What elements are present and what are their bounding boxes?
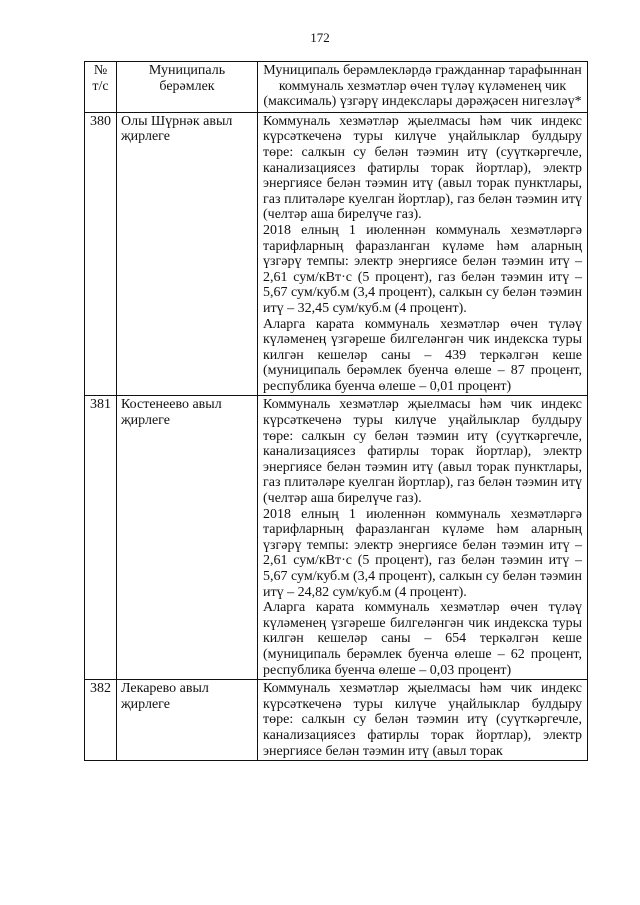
row-description [258, 680, 588, 761]
description-paragraph: 2018 елның 1 июленнән коммуналь хезмәтләргә тарифларның фаразланган күләме һәм аларның үзгәрү темпы: электр энергиясе белән тәэмин итү – 2,61 сум/кВт·с (5 процент), газ белән тәэмин итү – 5,67 сум/куб.м (3,4 процент), салкын су белән тәэмин итү – 32,45 сум/куб.м (4 процент). [263, 222, 582, 316]
row-number: 381 [85, 396, 117, 680]
table-row [85, 680, 588, 761]
municipality-name: Лекарево авыл җирлеге [117, 680, 258, 761]
description-paragraph: Коммуналь хезмәтләр җыелмасы һәм чик индекс күрсәткеченә туры килүче уңайлыклар булдыру төре: салкын су белән тәэмин итү (суүткәргечле, канализациясез фатирлы торак йортлар), электр энергиясе белән тәэмин итү (авыл торак пунктлары, газ плитәләре куелган йортлар), газ белән тәэмин итү (челтәр аша бирелүче газ). [263, 397, 582, 507]
row-description [258, 112, 588, 396]
table-row [85, 396, 588, 680]
row-number: 382 [85, 680, 117, 761]
description-paragraph: Коммуналь хезмәтләр җыелмасы һәм чик индекс күрсәткеченә туры килүче уңайлыклар булдыру төре: салкын су белән тәэмин итү (суүткәргечле, канализациясез фатирлы торак йортлар), электр энергиясе белән тәэмин итү (авыл торак [263, 681, 582, 759]
row-description [258, 396, 588, 680]
table-header-row [85, 62, 588, 113]
description-paragraph: Коммуналь хезмәтләр җыелмасы һәм чик индекс күрсәткеченә туры килүче уңайлыклар булдыру төре: салкын су белән тәэмин итү (суүткәргечле, канализациясез фатирлы торак йортлар), электр энергиясе белән тәэмин итү (авыл торак пунктлары, газ плитәләре куелган йортлар), газ белән тәэмин итү (челтәр аша бирелүче газ). [263, 113, 582, 223]
page-number: 172 [310, 30, 330, 45]
row-number: 380 [85, 112, 117, 396]
description-paragraph: 2018 елның 1 июленнән коммуналь хезмәтләргә тарифларның фаразланган күләме һәм аларның үзгәрү темпы: электр энергиясе белән тәэмин итү – 2,61 сум/кВт·с (5 процент), газ белән тәэмин итү – 5,67 сум/куб.м (3,4 процент), салкын су белән тәэмин итү – 24,82 сум/куб.м (4 процент). [263, 506, 582, 600]
header-description: Муниципаль берәмлекләрдә гражданнар тарафыннан коммуналь хезмәтләр өчен түләү күләменең чик (максималь) үзгәрү индекслары дәрәҗәсен нигезләү* [258, 62, 588, 113]
table-row [85, 112, 588, 396]
header-municipality: Муниципаль берәмлек [117, 62, 258, 113]
header-number: № т/с [85, 62, 117, 113]
tariff-index-table [84, 61, 588, 761]
description-paragraph: Аларга карата коммуналь хезмәтләр өчен түләү күләменең үзгәреше билгеләнгән чик индекска туры килгән кешеләр саны – 654 теркәлгән кеше (муниципаль берәмлек буенча өлеше – 62 процент, республика буенча өлеше – 0,03 процент) [263, 600, 582, 678]
description-paragraph: Аларга карата коммуналь хезмәтләр өчен түләү күләменең үзгәреше билгеләнгән чик индекска туры килгән кешеләр саны – 439 теркәлгән кеше (муниципаль берәмлек буенча өлеше – 87 процент, республика буенча өлеше – 0,01 процент) [263, 316, 582, 394]
municipality-name: Костенеево авыл җирлеге [117, 396, 258, 680]
municipality-name: Олы Шүрнәк авыл җирлеге [117, 112, 258, 396]
